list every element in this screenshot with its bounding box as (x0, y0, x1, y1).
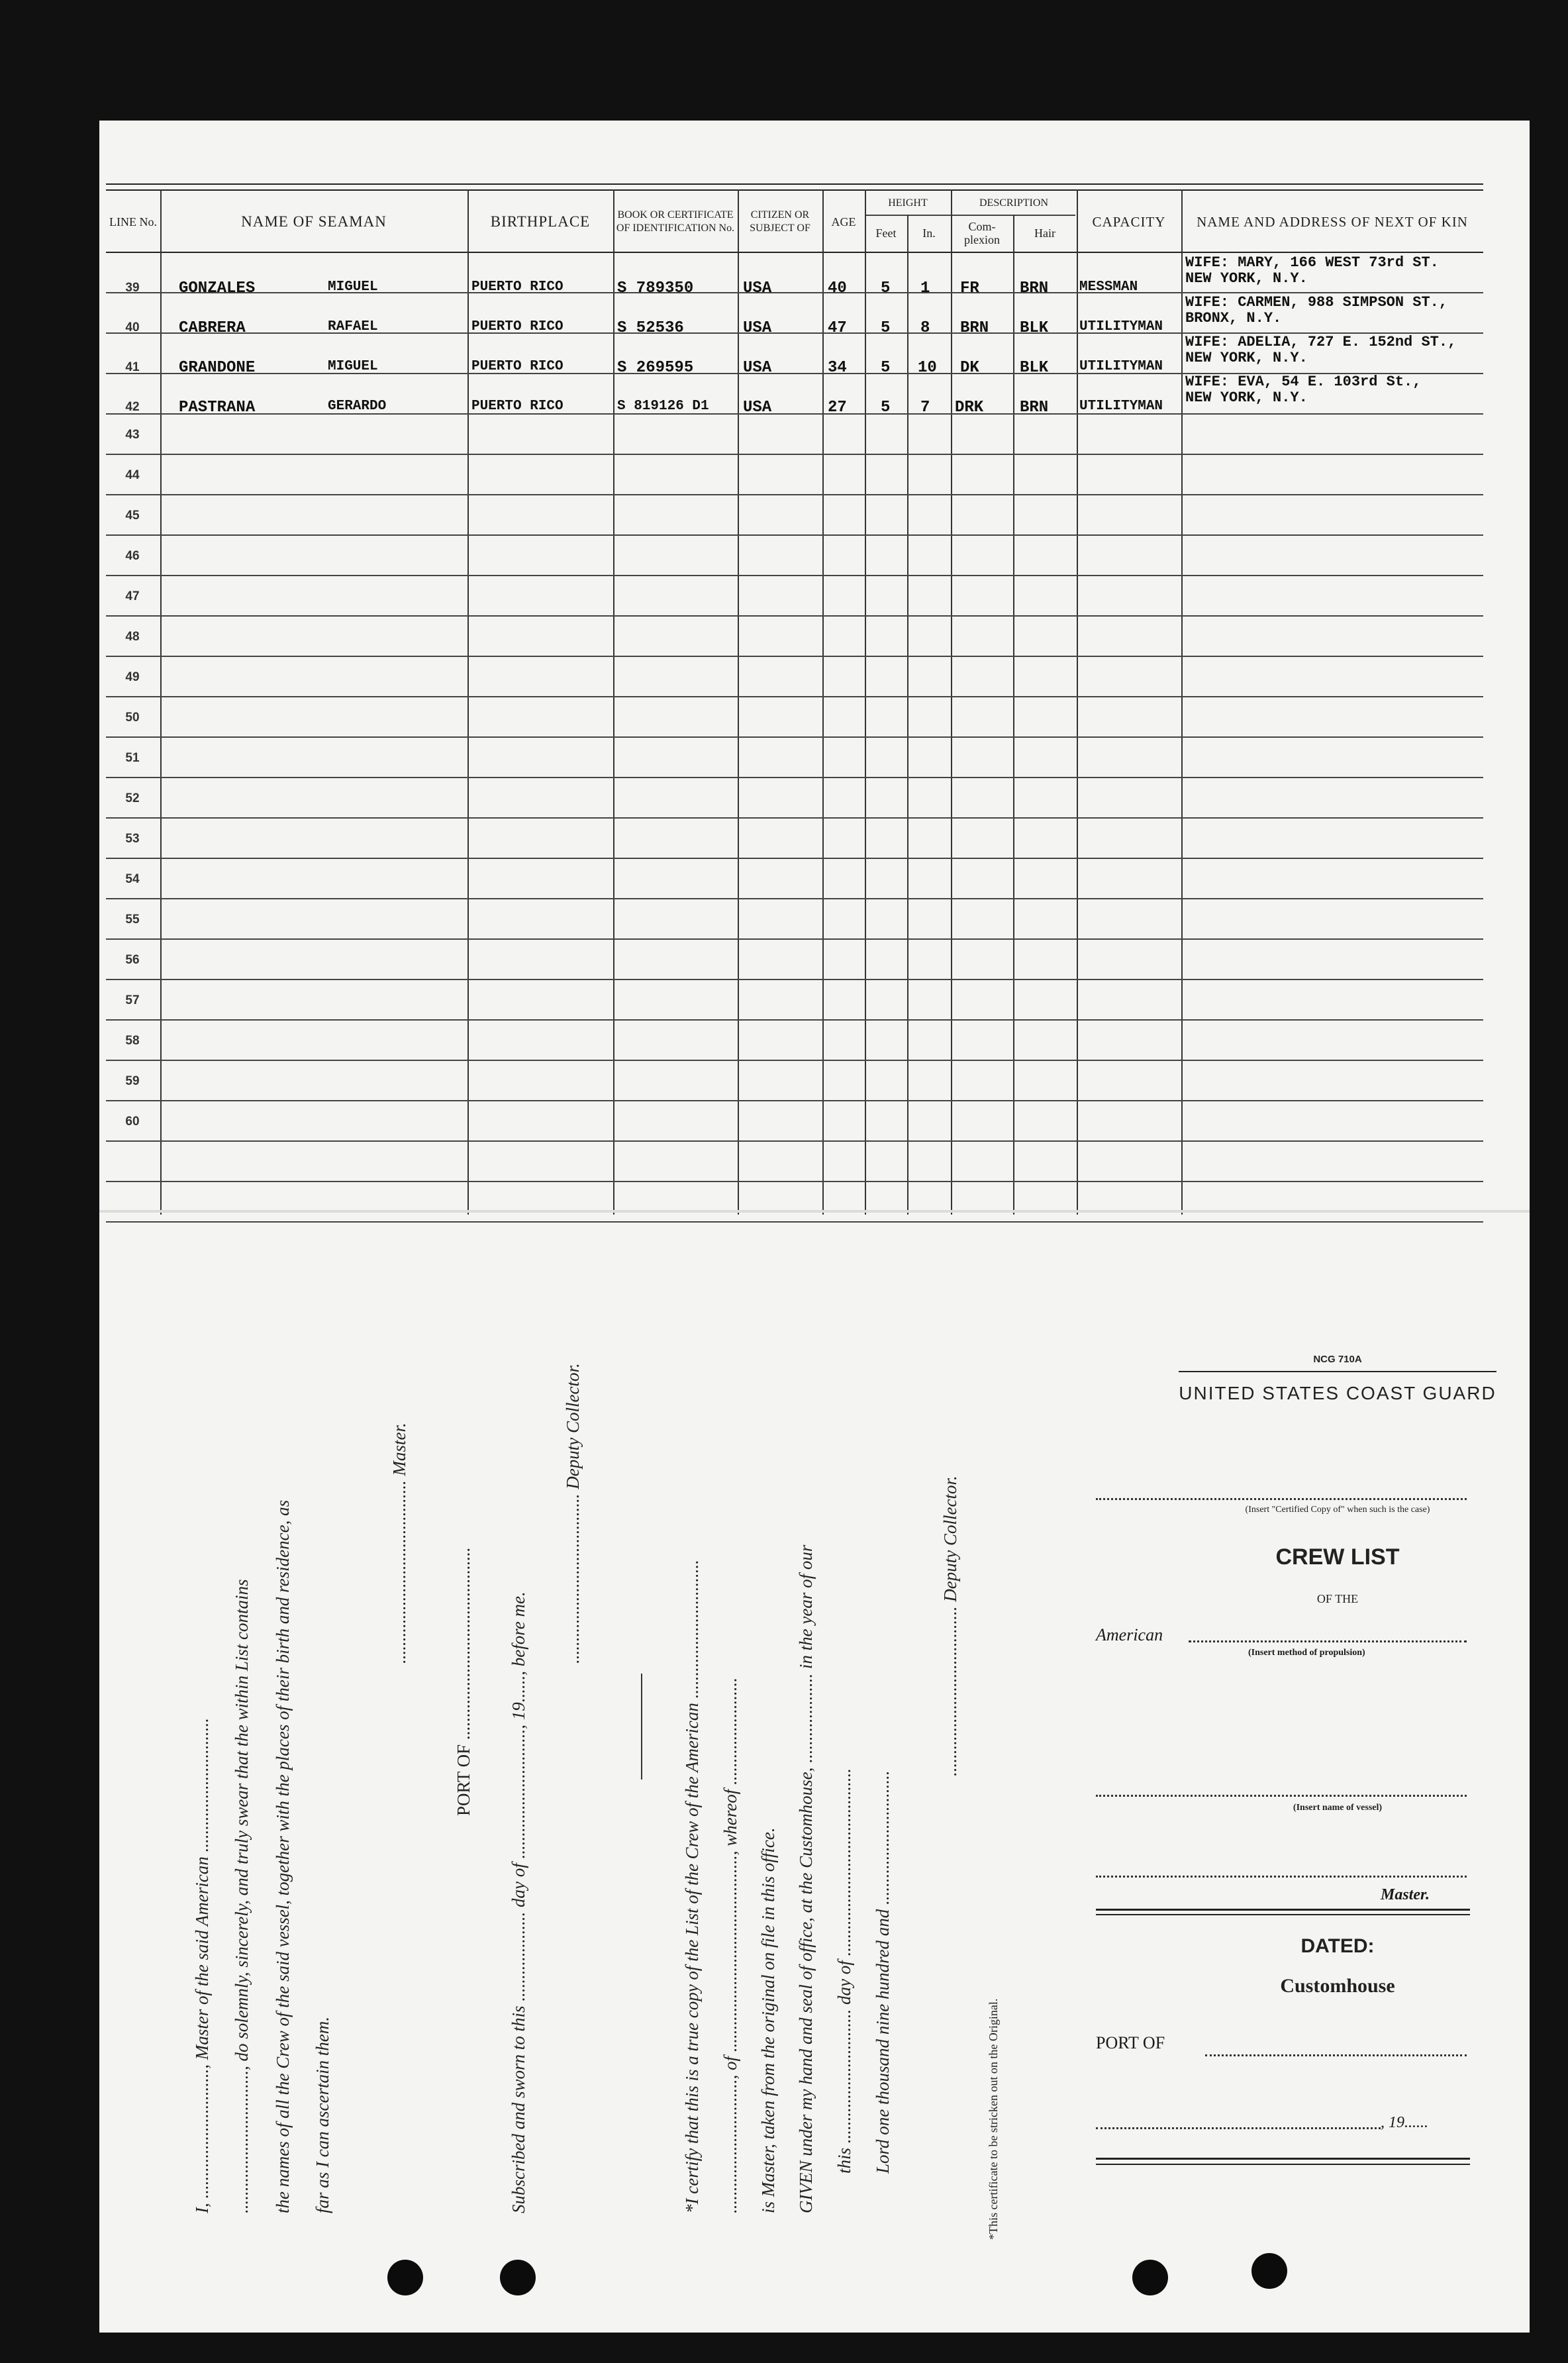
binding-hole (1132, 2260, 1168, 2295)
row-rule (106, 1019, 1483, 1021)
cover-port-line (1205, 2054, 1467, 2056)
seaman-given-name: MIGUEL (328, 279, 378, 295)
line-number: 51 (125, 751, 140, 765)
row-rule (106, 898, 1483, 899)
cover-date-line (1096, 2127, 1381, 2129)
binding-hole (500, 2260, 536, 2295)
line-number: 40 (125, 321, 140, 334)
next-of-kin-line2: NEW YORK, N.Y. (1185, 350, 1308, 366)
form-number: NCG 710A (1313, 1354, 1362, 1365)
hair: BRN (1020, 279, 1049, 297)
line-number: 43 (125, 428, 140, 442)
header-citizen: CITIZEN OR SUBJECT OF (750, 209, 810, 234)
hair: BRN (1020, 399, 1049, 417)
certificate-line-3: is Master, taken from the original on file in this office. (758, 1827, 778, 2213)
next-of-kin-line1: WIFE: EVA, 54 E. 103rd St., (1185, 374, 1422, 390)
certificate-line-5: this .............................. day of .......................................... (834, 1768, 854, 2174)
row-rule (106, 979, 1483, 980)
subheader-rule (866, 215, 1075, 216)
capacity: MESSMAN (1079, 279, 1138, 295)
seaman-surname: GONZALES (179, 279, 256, 297)
binding-hole (1251, 2253, 1287, 2289)
of-the: OF THE (1316, 1592, 1359, 1605)
deputy-collector-1: ...................................... Deputy Collector. (563, 1363, 583, 1664)
header-hair: Hair (1034, 226, 1055, 240)
next-of-kin-line1: WIFE: ADELIA, 727 E. 152nd ST., (1185, 334, 1457, 350)
next-of-kin-line2: NEW YORK, N.Y. (1185, 270, 1308, 287)
line-number: 44 (125, 468, 140, 482)
line-number: 50 (125, 711, 140, 725)
age: 34 (828, 359, 847, 377)
hair: BLK (1020, 319, 1049, 337)
oath-line-4: far as I can ascertain them. (313, 2017, 332, 2213)
header-capacity: CAPACITY (1092, 214, 1166, 230)
citizen: USA (743, 399, 772, 417)
height-feet: 5 (881, 319, 891, 337)
line-number: 45 (125, 509, 140, 523)
cover-rule (1096, 1909, 1470, 1911)
citizen: USA (743, 359, 772, 377)
line-number: 47 (125, 589, 140, 603)
certified-copy-line (1096, 1498, 1467, 1500)
height-inches: 1 (920, 279, 930, 297)
dated-label: DATED: (1300, 1935, 1375, 1957)
certificate-footnote: *This certificate to be stricken out on the Original. (987, 1998, 1000, 2240)
row-rule (106, 696, 1483, 697)
book-number: S 269595 (617, 359, 694, 377)
line-number: 55 (125, 913, 140, 927)
birthplace: PUERTO RICO (471, 279, 564, 295)
oath-line-3: the names of all the Crew of the said vessel, together with the places of their birth and residence, as (273, 1499, 293, 2213)
header-line-no: LINE No. (109, 215, 157, 228)
row-rule (106, 858, 1483, 859)
header-name: NAME OF SEAMAN (241, 213, 387, 230)
next-of-kin-line2: NEW YORK, N.Y. (1185, 389, 1308, 406)
row-rule (106, 1100, 1483, 1101)
cover-rule (1179, 1371, 1496, 1372)
capacity: UTILITYMAN (1079, 359, 1163, 374)
row-rule (106, 1221, 1483, 1223)
header-inches: In. (922, 226, 936, 240)
vessel-name-line (1096, 1795, 1467, 1797)
table-top-rule (106, 183, 1483, 185)
propulsion-line (1189, 1640, 1467, 1642)
height-inches: 8 (920, 319, 930, 337)
row-rule (106, 615, 1483, 617)
vessel-name-note: (Insert name of vessel) (1293, 1803, 1383, 1813)
row-rule (106, 1181, 1483, 1182)
age: 27 (828, 399, 847, 417)
complexion: DRK (955, 399, 984, 417)
line-number: 59 (125, 1074, 140, 1088)
citizen: USA (743, 279, 772, 297)
line-number: 48 (125, 630, 140, 644)
complexion: BRN (960, 319, 989, 337)
age: 47 (828, 319, 847, 337)
certificate-line-1: *I certify that this is a true copy of the List of the Crew of the American ............................... (682, 1560, 702, 2213)
master-label: Master. (1381, 1886, 1430, 1903)
master-line (1096, 1876, 1467, 1878)
propulsion-note: (Insert method of propulsion) (1248, 1648, 1365, 1658)
deputy-collector-2: ...................................... Deputy Collector. (940, 1476, 960, 1776)
master-signature: ......................................... Master. (389, 1423, 409, 1664)
header-height: HEIGHT (888, 197, 928, 209)
cover-port-of-label: PORT OF (1096, 2033, 1165, 2052)
table-top-rule-2 (106, 189, 1483, 191)
header-book: BOOK OR CERTIFICATE OF IDENTIFICATION No. (616, 209, 735, 234)
col-line (1013, 215, 1014, 1215)
citizen: USA (743, 319, 772, 337)
height-feet: 5 (881, 399, 891, 417)
binding-hole (387, 2260, 423, 2295)
height-feet: 5 (881, 359, 891, 377)
subscribed-sworn: Subscribed and sworn to this .................... day of ............................., 19......, before me. (509, 1591, 528, 2213)
book-number: S 819126 D1 (617, 399, 709, 414)
next-of-kin-line1: WIFE: CARMEN, 988 SIMPSON ST., (1185, 294, 1448, 311)
col-line (907, 215, 908, 1215)
section-divider (641, 1674, 642, 1780)
cover-rule (1096, 2158, 1470, 2160)
height-inches: 10 (918, 359, 937, 377)
page-fold (99, 1210, 1530, 1213)
line-number: 56 (125, 953, 140, 967)
header-birthplace: BIRTHPLACE (490, 213, 591, 230)
certified-copy-note: (Insert "Certified Copy of" when such is the case) (1245, 1505, 1430, 1515)
next-of-kin-line2: BRONX, N.Y. (1185, 310, 1282, 327)
hair: BLK (1020, 359, 1049, 377)
header-description: DESCRIPTION (979, 197, 1048, 209)
row-rule (106, 777, 1483, 778)
crew-list-form (99, 121, 1530, 2333)
birthplace: PUERTO RICO (471, 319, 564, 334)
row-rule (106, 454, 1483, 455)
cover-rule (1096, 1914, 1470, 1915)
seaman-given-name: RAFAEL (328, 319, 378, 334)
row-rule (106, 413, 1483, 415)
seaman-surname: PASTRANA (179, 399, 256, 417)
line-number: 39 (125, 281, 140, 295)
seaman-surname: CABRERA (179, 319, 246, 337)
header-next-of-kin: NAME AND ADDRESS OF NEXT OF KIN (1197, 214, 1468, 230)
row-rule (106, 938, 1483, 940)
book-number: S 52536 (617, 319, 684, 337)
row-rule (106, 534, 1483, 536)
capacity: UTILITYMAN (1079, 399, 1163, 414)
cover-rule (1096, 2164, 1470, 2165)
certificate-line-2: .............................., of ............................................, whereof ........................ (720, 1678, 740, 2213)
line-number: 60 (125, 1115, 140, 1129)
birthplace: PUERTO RICO (471, 399, 564, 414)
line-number: 49 (125, 670, 140, 684)
header-bottom-rule (106, 252, 1483, 253)
line-number: 46 (125, 549, 140, 563)
customhouse-label: Customhouse (1280, 1975, 1395, 1997)
agency-name: UNITED STATES COAST GUARD (1179, 1383, 1496, 1403)
row-rule (106, 736, 1483, 738)
row-rule (106, 1140, 1483, 1142)
line-number: 42 (125, 400, 140, 414)
american-label: American (1096, 1625, 1163, 1644)
row-rule (106, 575, 1483, 576)
row-rule (106, 656, 1483, 657)
certificate-line-4: GIVEN under my hand and seal of office, at the Customhouse, .................... in the year of our (796, 1544, 816, 2213)
complexion: FR (960, 279, 979, 297)
certificate-line-6: Lord one thousand nine hundred and .............................. (873, 1770, 893, 2174)
row-rule (106, 817, 1483, 819)
age: 40 (828, 279, 847, 297)
row-rule (106, 1060, 1483, 1061)
birthplace: PUERTO RICO (471, 359, 564, 374)
header-age: AGE (831, 215, 856, 228)
capacity: UTILITYMAN (1079, 319, 1163, 334)
cover-year: , 19...... (1381, 2114, 1428, 2131)
port-of: PORT OF ........................................... (454, 1547, 473, 1816)
line-number: 41 (125, 360, 140, 374)
complexion: DK (960, 359, 979, 377)
line-number: 58 (125, 1034, 140, 1048)
seaman-given-name: MIGUEL (328, 359, 378, 374)
line-number: 54 (125, 872, 140, 886)
line-number: 57 (125, 993, 140, 1007)
height-inches: 7 (920, 399, 930, 417)
row-rule (106, 494, 1483, 495)
seaman-given-name: GERARDO (328, 399, 387, 414)
line-number: 52 (125, 791, 140, 805)
oath-line-1: I, ............................., Master of the said American .............................. (192, 1718, 212, 2213)
oath-line-2: ................................, do solemnly, sincerely, and truly swear that the within List contains (232, 1579, 252, 2213)
row-rule (106, 292, 1483, 293)
height-feet: 5 (881, 279, 891, 297)
next-of-kin-line1: WIFE: MARY, 166 WEST 73rd ST. (1185, 254, 1439, 271)
header-feet: Feet (875, 226, 897, 240)
line-number: 53 (125, 832, 140, 846)
header-complexion: Com-plexion (964, 220, 1000, 246)
crew-list-title: CREW LIST (1275, 1544, 1400, 1570)
seaman-surname: GRANDONE (179, 359, 256, 377)
book-number: S 789350 (617, 279, 694, 297)
